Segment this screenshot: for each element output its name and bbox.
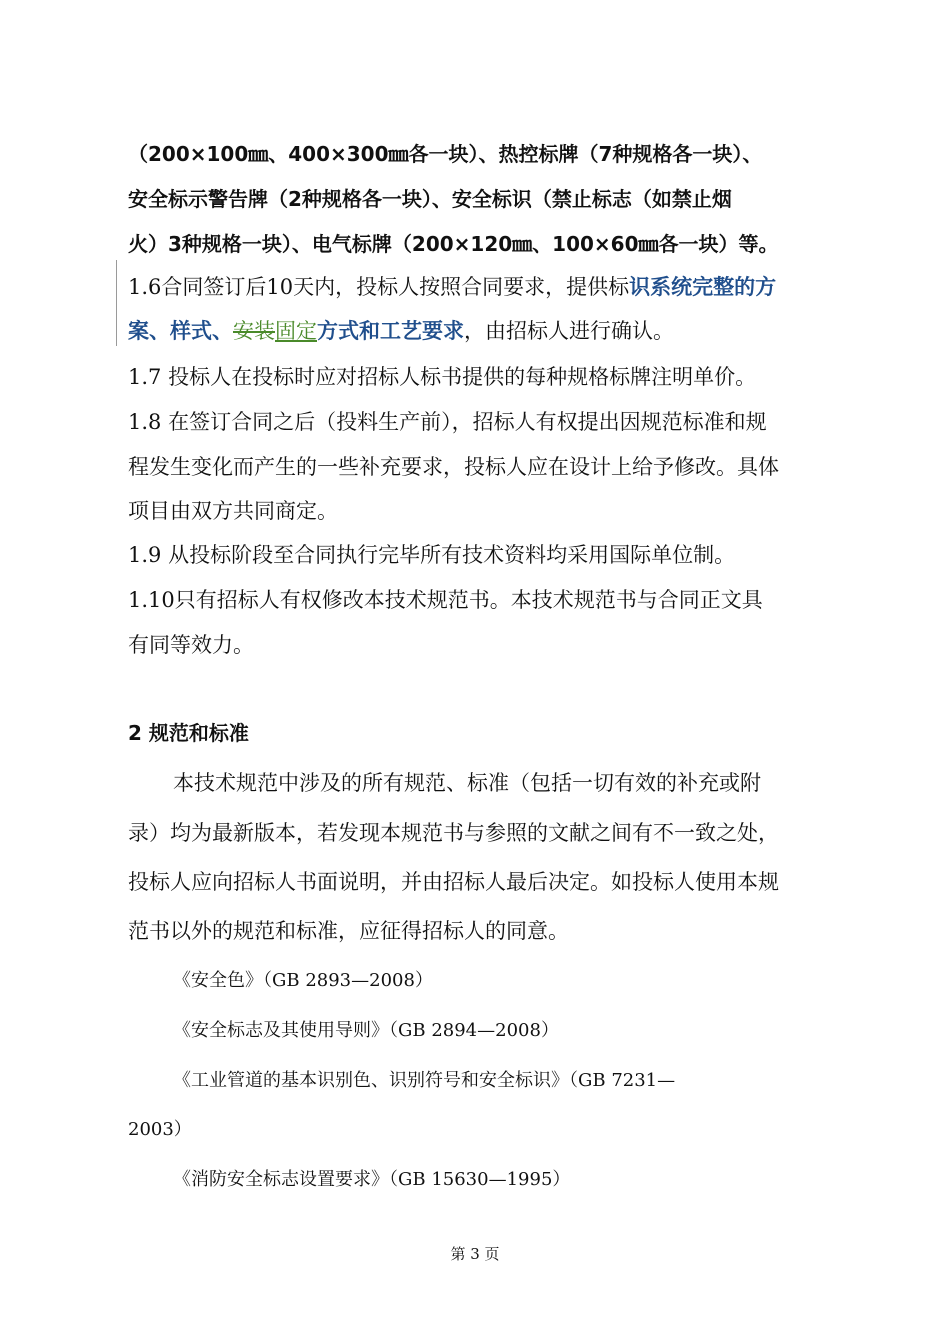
deleted-text: 安装 <box>233 319 275 343</box>
intro-line-1: （200×100㎜、400×300㎜各一块）、热控标牌（7种规格各一块）、 <box>128 142 763 166</box>
reference-item: 《工业管道的基本识别色、识别符号和安全标识》（GB 7231— <box>173 1070 676 1091</box>
item-1-6-text-e: ，由招标人进行确认。 <box>464 319 674 343</box>
intro-line-3: 火）3种规格一块）、电气标牌（200×120㎜、100×60㎜各一块）等。 <box>128 232 779 256</box>
item-1-8-line-3: 项目由双方共同商定。 <box>128 499 338 523</box>
section-2-heading: 2 规范和标准 <box>128 721 249 745</box>
item-1-6-text-b: 识系统完整的方 <box>629 275 777 299</box>
item-1-7: 1.7 投标人在投标时应对招标人标书提供的每种规格标牌注明单价。 <box>128 365 757 389</box>
section-2-para-line-1: 本技术规范中涉及的所有规范、标准（包括一切有效的补充或附 <box>173 771 761 795</box>
item-1-6-text-a: 1.6合同签订后10天内，投标人按照合同要求，提供标 <box>128 275 630 299</box>
item-1-6-text-c: 案、样式、 <box>128 319 233 343</box>
revision-change-bar <box>116 260 117 346</box>
item-1-6-text-d: 方式和工艺要求 <box>317 319 464 343</box>
item-1-10-line-2: 有同等效力。 <box>128 633 254 657</box>
intro-line-2: 安全标示警告牌（2种规格各一块）、安全标识（禁止标志（如禁止烟 <box>128 187 732 211</box>
item-1-8-line-2: 程发生变化而产生的一些补充要求，投标人应在设计上给予修改。具体 <box>128 455 779 479</box>
reference-item: 《消防安全标志设置要求》（GB 15630—1995） <box>173 1169 571 1190</box>
reference-item: 《安全标志及其使用导则》（GB 2894—2008） <box>173 1020 559 1041</box>
item-1-6-line-2 <box>128 316 828 346</box>
section-2-para-line-4: 范书以外的规范和标准，应征得招标人的同意。 <box>128 919 569 943</box>
item-1-8-line-1: 1.8 在签订合同之后（投料生产前），招标人有权提出因规范标准和规 <box>128 410 767 434</box>
inserted-text: 固定 <box>275 319 317 343</box>
reference-item-continued: 2003） <box>128 1119 192 1140</box>
section-2-para-line-3: 投标人应向招标人书面说明，并由招标人最后决定。如投标人使用本规 <box>128 870 779 894</box>
item-1-9: 1.9 从投标阶段至合同执行完毕所有技术资料均采用国际单位制。 <box>128 543 736 567</box>
page-number: 第 3 页 <box>450 1245 500 1263</box>
section-2-para-line-2: 录）均为最新版本，若发现本规范书与参照的文献之间有不一致之处， <box>128 821 779 845</box>
item-1-10-line-1: 1.10只有招标人有权修改本技术规范书。本技术规范书与合同正文具 <box>128 588 763 612</box>
reference-item: 《安全色》（GB 2893—2008） <box>173 970 433 991</box>
item-1-6-line-1 <box>128 272 828 302</box>
